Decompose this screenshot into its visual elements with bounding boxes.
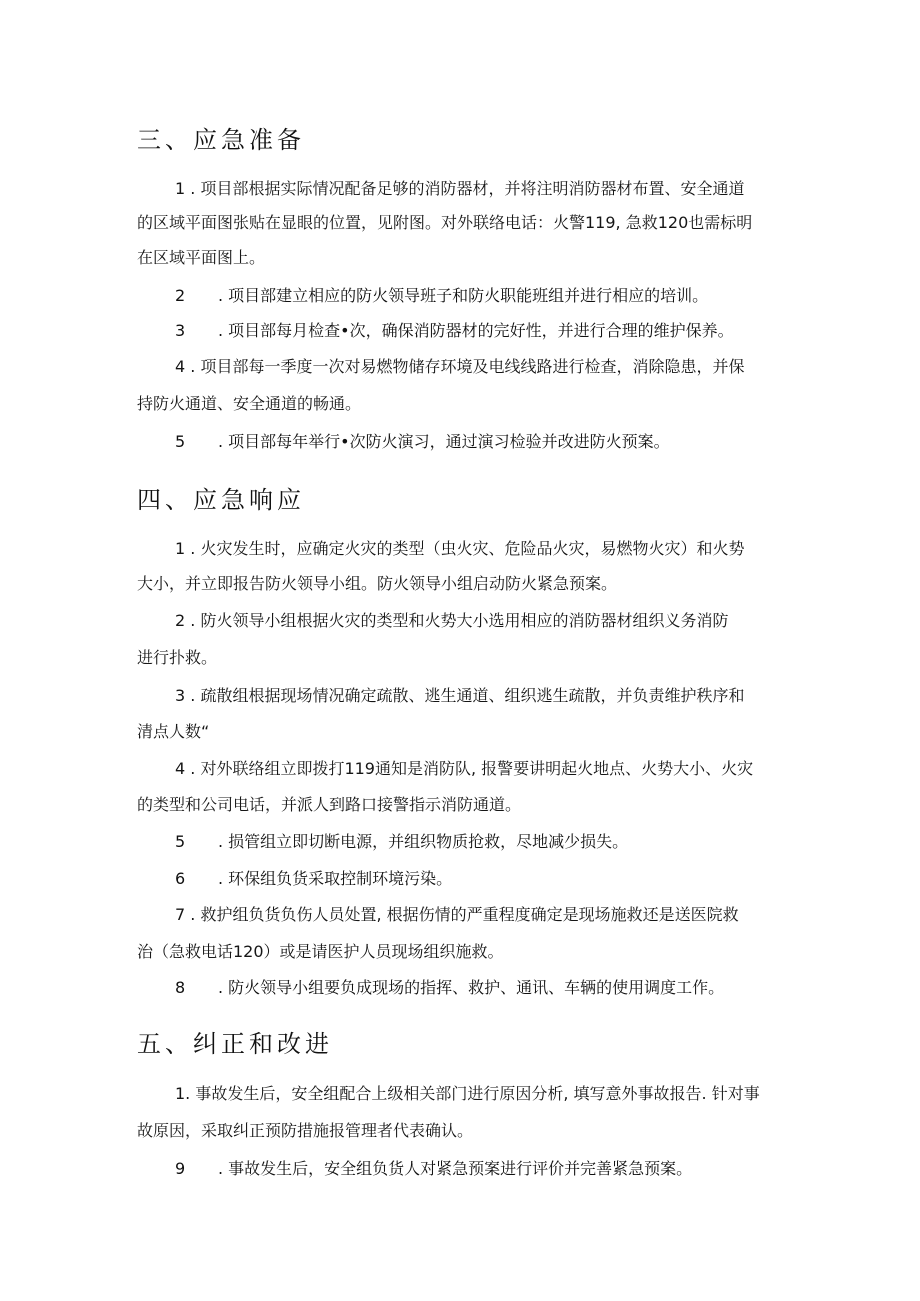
- paragraph-line: 4 . 项目部每一季度一次对易燃物储存环境及电线线路进行检查，消除隐患，并保: [175, 357, 745, 376]
- item-text: . 损管组立即切断电源，并组织物质抢救，尽地减少损失。: [218, 832, 629, 851]
- paragraph-line: 进行扑救。: [137, 648, 218, 667]
- item-number: 5: [175, 832, 186, 851]
- item-number: 8: [175, 978, 186, 997]
- item-text: . 防火领导小组要负成现场的指挥、救护、通讯、车辆的使用调度工作。: [218, 978, 725, 997]
- paragraph-line: 的类型和公司电话，并派人到路口接警指示消防通道。: [137, 795, 522, 814]
- item-text: . 项目部每年举行•次防火演习，通过演习检验并改进防火预案。: [218, 432, 670, 451]
- item-text: . 环保组负货采取控制环境污染。: [218, 869, 453, 888]
- paragraph-line: 1 . 火灾发生时，应确定火灾的类型（虫火灾、危险品火灾，易燃物火灾）和火势: [175, 539, 745, 558]
- item-number: 2: [175, 286, 186, 305]
- paragraph-line: 1 . 项目部根据实际情况配备足够的消防器材，并将注明消防器材布置、安全通道: [175, 179, 745, 198]
- section-heading-emergency-response: 四、应急响应: [137, 486, 305, 514]
- paragraph-line: 治（急救电话120）或是请医护人员现场组织施救。: [137, 942, 504, 961]
- paragraph-line: 清点人数“: [137, 722, 210, 741]
- paragraph-line: 7 . 救护组负货负伤人员处置, 根据伤情的严重程度确定是现场施救还是送医院救: [175, 905, 739, 924]
- paragraph-line: 1. 事故发生后，安全组配合上级相关部门进行原因分析, 填写意外事故报告. 针对事: [175, 1084, 760, 1103]
- paragraph-line: 大小，并立即报告防火领导小组。防火领导小组启动防火紧急预案。: [137, 574, 618, 593]
- paragraph-line: 持防火通道、安全通道的畅通。: [137, 394, 362, 413]
- paragraph-line: 2 . 防火领导小组根据火灾的类型和火势大小选用相应的消防器材组织义务消防: [175, 611, 729, 630]
- item-text: . 事故发生后，安全组负货人对紧急预案进行评价并完善紧急预案。: [218, 1159, 693, 1178]
- paragraph-line: 的区域平面图张贴在显眼的位置，见附图。对外联络电话：火警119, 急救120也需标明: [137, 213, 753, 232]
- paragraph-line: 故原因，采取纠正预防措施报管理者代表确认。: [137, 1121, 474, 1140]
- item-number: 5: [175, 432, 186, 451]
- item-number: 3: [175, 321, 186, 340]
- section-heading-emergency-preparation: 三、应急准备: [137, 126, 305, 154]
- paragraph-line: 在区域平面图上。: [137, 248, 266, 267]
- item-number: 6: [175, 869, 186, 888]
- paragraph-line: 4 . 对外联络组立即拨打119通知是消防队, 报警要讲明起火地点、火势大小、火灾: [175, 759, 754, 778]
- section-heading-correction-improvement: 五、纠正和改进: [137, 1030, 333, 1058]
- item-number: 9: [175, 1159, 186, 1178]
- paragraph-line: 3 . 疏散组根据现场情况确定疏散、逃生通道、组织逃生疏散，并负责维护秩序和: [175, 686, 745, 705]
- item-text: . 项目部每月检查•次，确保消防器材的完好性，并进行合理的维护保养。: [218, 321, 734, 340]
- item-text: . 项目部建立相应的防火领导班子和防火职能班组并进行相应的培训。: [218, 286, 709, 305]
